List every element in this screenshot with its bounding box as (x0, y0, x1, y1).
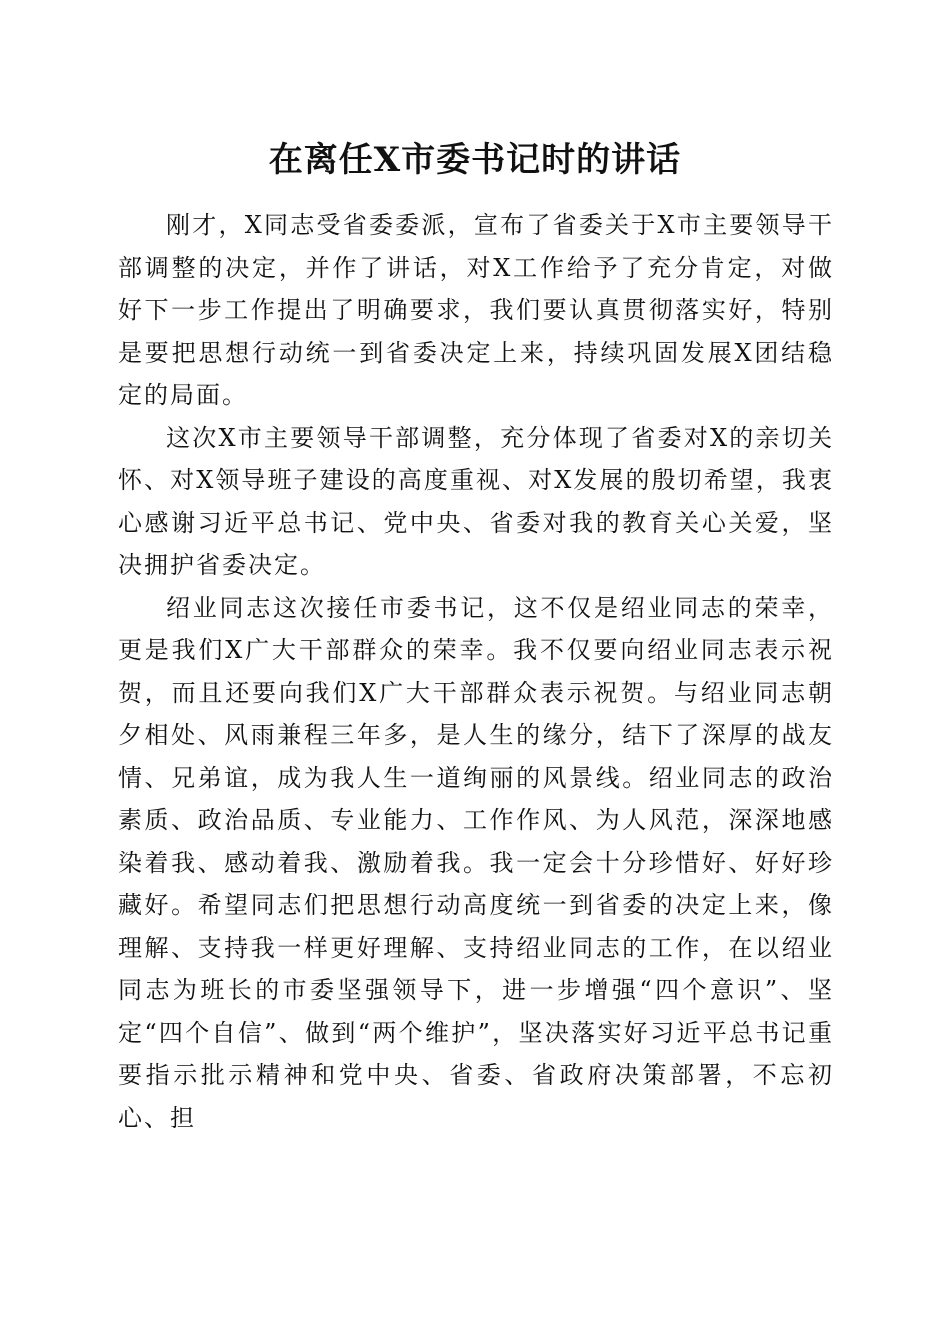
document-title: 在离任X市委书记时的讲话 (268, 140, 682, 180)
document-body (118, 204, 834, 1139)
paragraph-1: 刚才，X同志受省委委派，宣布了省委关于X市主要领导干部调整的决定，并作了讲话，对X工作给予了充分肯定，对做好下一步工作提出了明确要求，我们要认真贯彻落实好，特别是要把思想行动统一到省委决定上来，持续巩固发展X团结稳定的局面。 (118, 211, 834, 409)
paragraph-3: 绍业同志这次接任市委书记，这不仅是绍业同志的荣幸，更是我们X广大干部群众的荣幸。我不仅要向绍业同志表示祝贺，而且还要向我们X广大干部群众表示祝贺。与绍业同志朝夕相处、风雨兼程三年多，是人生的缘分，结下了深厚的战友情、兄弟谊，成为我人生一道绚丽的风景线。绍业同志的政治素质、政治品质、专业能力、工作作风、为人风范，深深地感染着我、感动着我、激励着我。我一定会十分珍惜好、好好珍藏好。希望同志们把思想行动高度统一到省委的决定上来，像理解、支持我一样更好理解、支持绍业同志的工作，在以绍业同志为班长的市委坚强领导下，进一步增强“四个意识”、坚定“四个自信”、做到“两个维护”，坚决落实好习近平总书记重要指示批示精神和党中央、省委、省政府决策部署，不忘初心、担 (118, 593, 834, 1132)
paragraph-2: 这次X市主要领导干部调整，充分体现了省委对X的亲切关怀、对X领导班子建设的高度重视、对X发展的殷切希望，我衷心感谢习近平总书记、党中央、省委对我的教育关心关爱，坚决拥护省委决定。 (118, 423, 834, 579)
